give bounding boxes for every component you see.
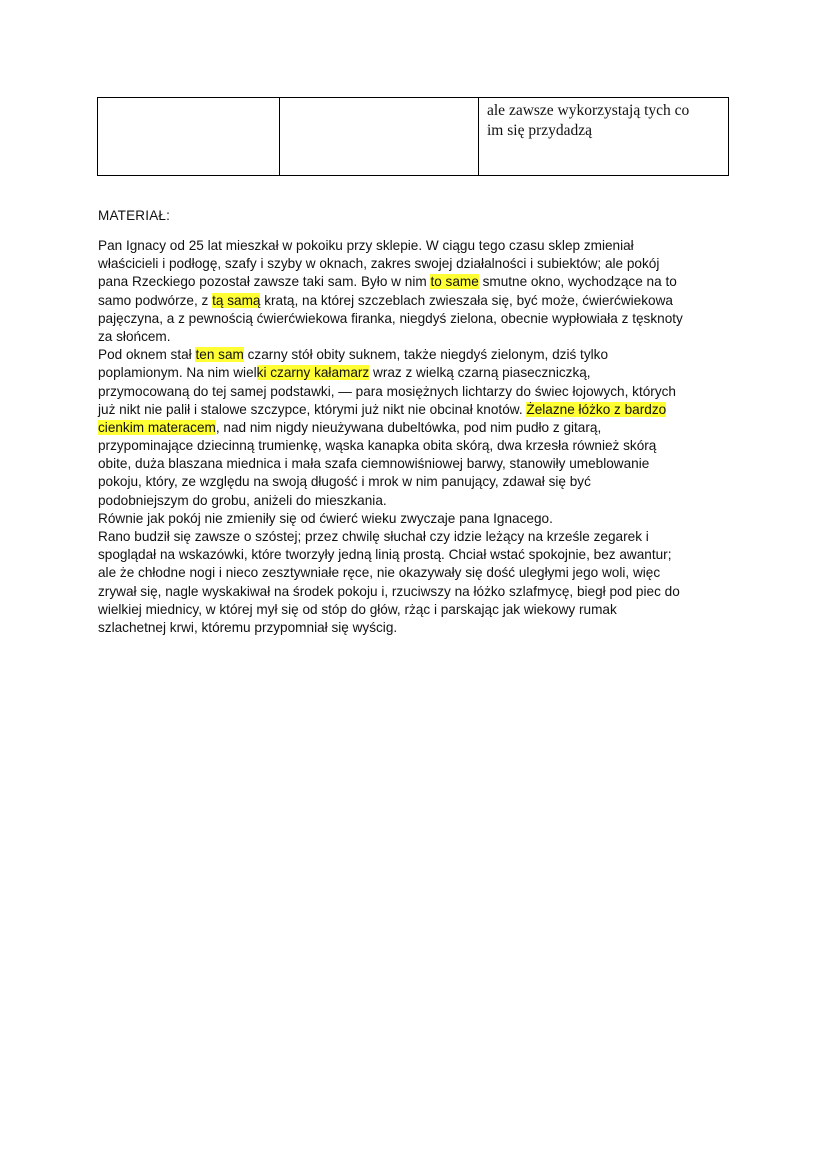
text-segment: pana Rzeckiego pozostał zawsze taki sam. Było w nim [98, 274, 431, 290]
text-line [98, 528, 738, 546]
text-line [98, 237, 738, 255]
text-segment: szlachetnej krwi, któremu przypomniał się wyścig. [98, 619, 398, 635]
text-segment: Równie jak pokój nie zmieniły się od ćwierć wieku zwyczaje pana Ignacego. [98, 510, 553, 526]
table-cell-text [479, 98, 729, 176]
text-segment: kratą, na której szczeblach zwieszała się, być może, ćwierćwiekowa [260, 292, 673, 308]
text-line [98, 492, 738, 510]
table-cell-empty-1 [98, 98, 280, 176]
table-fragment [97, 97, 729, 176]
table-cell-line: ale zawsze wykorzystają tych co [487, 102, 690, 119]
text-segment: podobniejszym do grobu, aniżeli do mieszkania. [98, 492, 387, 508]
text-segment: przypominające dziecinną trumienkę, wąska kanapka obita skórą, dwa krzesła również skórą [98, 438, 657, 454]
material-paragraph [98, 237, 738, 637]
text-segment: samo podwórze, z [98, 292, 213, 308]
text-segment: wielkiej miednicy, w której mył się od stóp do głów, rżąc i parskając jak wiekowy rumak [98, 601, 617, 617]
text-line [98, 292, 738, 310]
highlighted-phrase: ten sam [195, 347, 244, 363]
text-segment: smutne okno, wychodzące na to [478, 274, 677, 290]
text-line [98, 328, 738, 346]
table-row [98, 98, 729, 176]
section-heading: MATERIAŁ: [98, 208, 171, 223]
text-line [98, 455, 738, 473]
text-line [98, 364, 738, 382]
text-segment: obite, duża blaszana miednica i mała szafa ciemnowiśniowej barwy, stanowiły umeblowanie [98, 456, 650, 472]
highlighted-phrase: Żelazne łóżko z bardzo [526, 401, 667, 417]
text-segment: Pod oknem stał [98, 347, 196, 363]
text-segment: Pan Ignacy od 25 lat mieszkał w pokoiku przy sklepie. W ciągu tego czasu sklep zmieniał [98, 238, 634, 253]
text-line [98, 546, 738, 564]
text-line [98, 619, 738, 637]
text-segment: ale że chłodne nogi i nieco zesztywniałe ręce, nie okazywały się dość uległymi jego woli, więc [98, 565, 661, 581]
highlighted-phrase: ki czarny kałamarz [256, 365, 370, 381]
text-segment: zrywał się, nagle wyskakiwał na środek pokoju i, rzuciwszy na łóżko szlafmycę, biegł pod piec do [98, 583, 680, 599]
highlighted-phrase: cienkim materacem [98, 419, 216, 435]
text-segment: poplamionym. Na nim wiel [98, 365, 257, 381]
text-line [98, 473, 738, 491]
text-line [98, 564, 738, 582]
highlighted-phrase: to same [430, 274, 479, 290]
text-line [98, 273, 738, 291]
text-line [98, 255, 738, 273]
text-line [98, 310, 738, 328]
text-line [98, 383, 738, 401]
text-segment: pajęczyna, a z pewnością ćwierćwiekowa firanka, niegdyś zielona, obecnie wypłowiała z tęsknoty [98, 310, 683, 326]
text-line [98, 437, 738, 455]
text-line [98, 510, 738, 528]
highlighted-phrase: tą samą [212, 292, 261, 308]
text-line [98, 346, 738, 364]
text-segment: pokoju, który, ze względu na swoją długość i mrok w nim panujący, zdawał się być [98, 474, 591, 490]
text-segment: już nikt nie palił i stalowe szczypce, którymi już nikt nie obcinał knotów. [98, 401, 527, 417]
text-segment: właścicieli i podłogę, szafy i szyby w oknach, zakres swojej działalności i subiektów; ale pokój [98, 256, 660, 272]
text-segment: , nad nim nigdy nieużywana dubeltówka, pod nim pudło z gitarą, [215, 419, 602, 435]
text-segment: Rano budził się zawsze o szóstej; przez chwilę słuchał czy idzie leżący na krześle zegarek i [98, 529, 649, 544]
text-line [98, 419, 738, 437]
text-segment: za słońcem. [98, 328, 171, 344]
text-line [98, 601, 738, 619]
text-segment: przymocowaną do tej samej podstawki, — para mosiężnych lichtarzy do świec łojowych, których [98, 383, 676, 399]
text-segment: wraz z wielką czarną piaseczniczką, [369, 365, 591, 381]
table-cell-line: im się przydadzą [487, 122, 593, 139]
table-cell-empty-2 [280, 98, 479, 176]
text-segment: czarny stół obity suknem, także niegdyś zielonym, dziś tylko [243, 347, 609, 363]
text-segment: spoglądał na wskazówki, które tworzyły jedną linią prostą. Chciał wstać spokojnie, bez awantur; [98, 547, 672, 563]
text-line [98, 583, 738, 601]
text-line [98, 401, 738, 419]
